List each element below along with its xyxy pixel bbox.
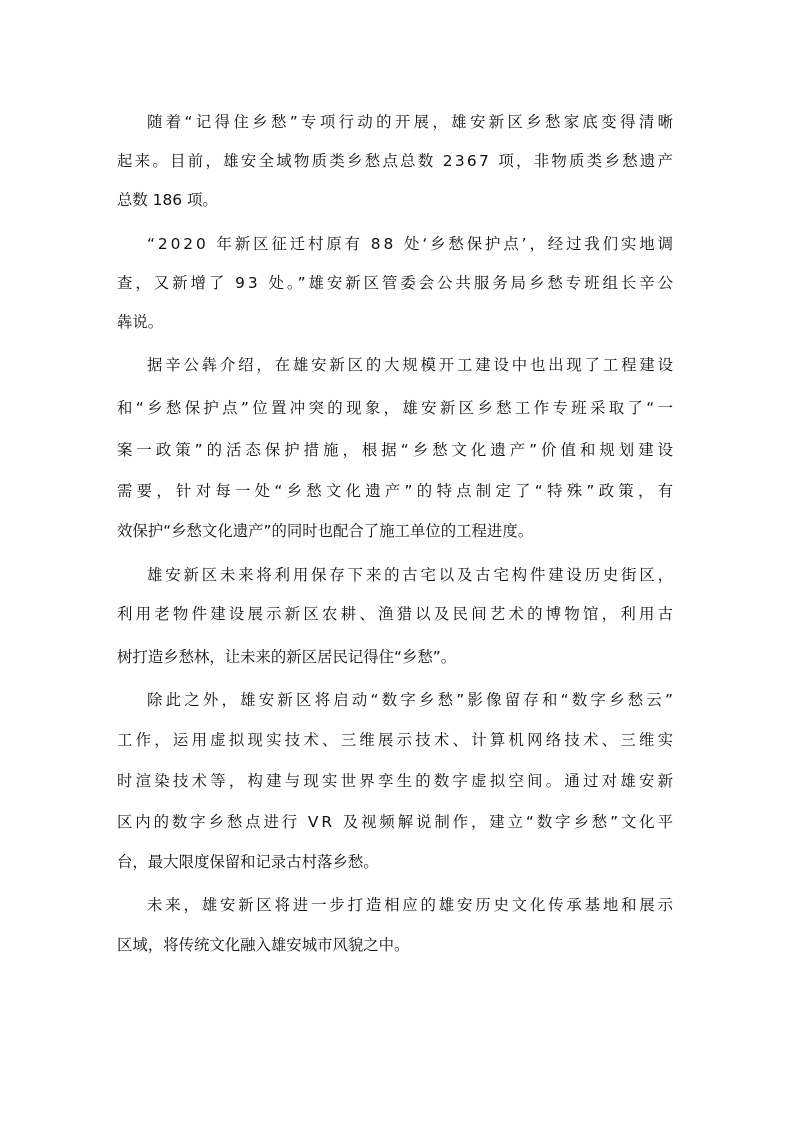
paragraph-5-line-5 <box>0 850 794 874</box>
paragraph-5-line-4 <box>0 810 794 834</box>
paragraph-6-line-2 <box>0 933 794 957</box>
text-line: 利用老物件建设展示新区农耕、渔猎以及民间艺术的博物馆，利用古 <box>117 605 677 623</box>
text-line: 随着“记得住乡愁”专项行动的开展，雄安新区乡愁家底变得清晰 <box>147 113 677 131</box>
paragraph-1-line-2 <box>0 149 794 173</box>
paragraph-5-line-3 <box>0 769 794 793</box>
paragraph-3-line-1 <box>0 353 794 377</box>
text-line: 效保护“乡愁文化遗产”的同时也配合了施工单位的工程进度。 <box>117 522 534 540</box>
text-line: 区内的数字乡愁点进行 VR 及视频解说制作，建立“数字乡愁”文化平 <box>117 813 676 831</box>
text-line: 需要，针对每一处“乡愁文化遗产”的特点制定了“特殊”政策，有 <box>117 482 678 500</box>
text-line: 未来，雄安新区将进一步打造相应的雄安历史文化传承基地和展示 <box>147 896 676 914</box>
paragraph-2-line-2 <box>0 271 794 295</box>
paragraph-3-line-4 <box>0 479 794 503</box>
text-line: 查，又新增了 93 处。”雄安新区管委会公共服务局乡愁专班组长辛公 <box>117 274 676 292</box>
text-line: 除此之外，雄安新区将启动“数字乡愁”影像留存和“数字乡愁云” <box>147 691 677 709</box>
paragraph-5-line-2 <box>0 728 794 752</box>
paragraph-4-line-3 <box>0 645 794 669</box>
paragraph-4-line-2 <box>0 602 794 626</box>
text-line: 时渲染技术等，构建与现实世界孪生的数字虚拟空间。通过对雄安新 <box>117 772 677 790</box>
text-line: 区域，将传统文化融入雄安城市风貌之中。 <box>117 936 410 954</box>
paragraph-1-line-3 <box>0 188 794 212</box>
paragraph-6-line-1 <box>0 893 794 917</box>
text-line: 台，最大限度保留和记录古村落乡愁。 <box>117 853 379 871</box>
paragraph-3-line-2 <box>0 396 794 420</box>
text-line: “2020 年新区征迁村原有 88 处‘乡愁保护点’，经过我们实地调 <box>147 235 676 253</box>
text-line: 案一政策”的活态保护措施，根据“乡愁文化遗产”价值和规划建设 <box>117 441 678 459</box>
paragraph-2-line-3 <box>0 310 794 334</box>
text-line: 雄安新区未来将利用保存下来的古宅以及古宅构件建设历史街区， <box>147 566 676 584</box>
paragraph-2-line-1 <box>0 232 794 256</box>
paragraph-4-line-1 <box>0 563 794 587</box>
paragraph-1-line-1 <box>0 110 794 134</box>
text-line: 总数 186 项。 <box>117 191 218 209</box>
paragraph-3-line-5 <box>0 519 794 543</box>
paragraph-3-line-3 <box>0 438 794 462</box>
text-line: 起来。目前，雄安全域物质类乡愁点总数 2367 项，非物质类乡愁遗产 <box>117 152 676 170</box>
text-line: 据辛公犇介绍，在雄安新区的大规模开工建设中也出现了工程建设 <box>147 356 676 374</box>
text-line: 树打造乡愁林，让未来的新区居民记得住“乡愁”。 <box>117 648 457 666</box>
text-line: 和“乡愁保护点”位置冲突的现象，雄安新区乡愁工作专班采取了“一 <box>117 399 677 417</box>
paragraph-5-line-1 <box>0 688 794 712</box>
text-line: 工作，运用虚拟现实技术、三维展示技术、计算机网络技术、三维实 <box>117 731 677 749</box>
text-line: 犇说。 <box>117 313 164 331</box>
